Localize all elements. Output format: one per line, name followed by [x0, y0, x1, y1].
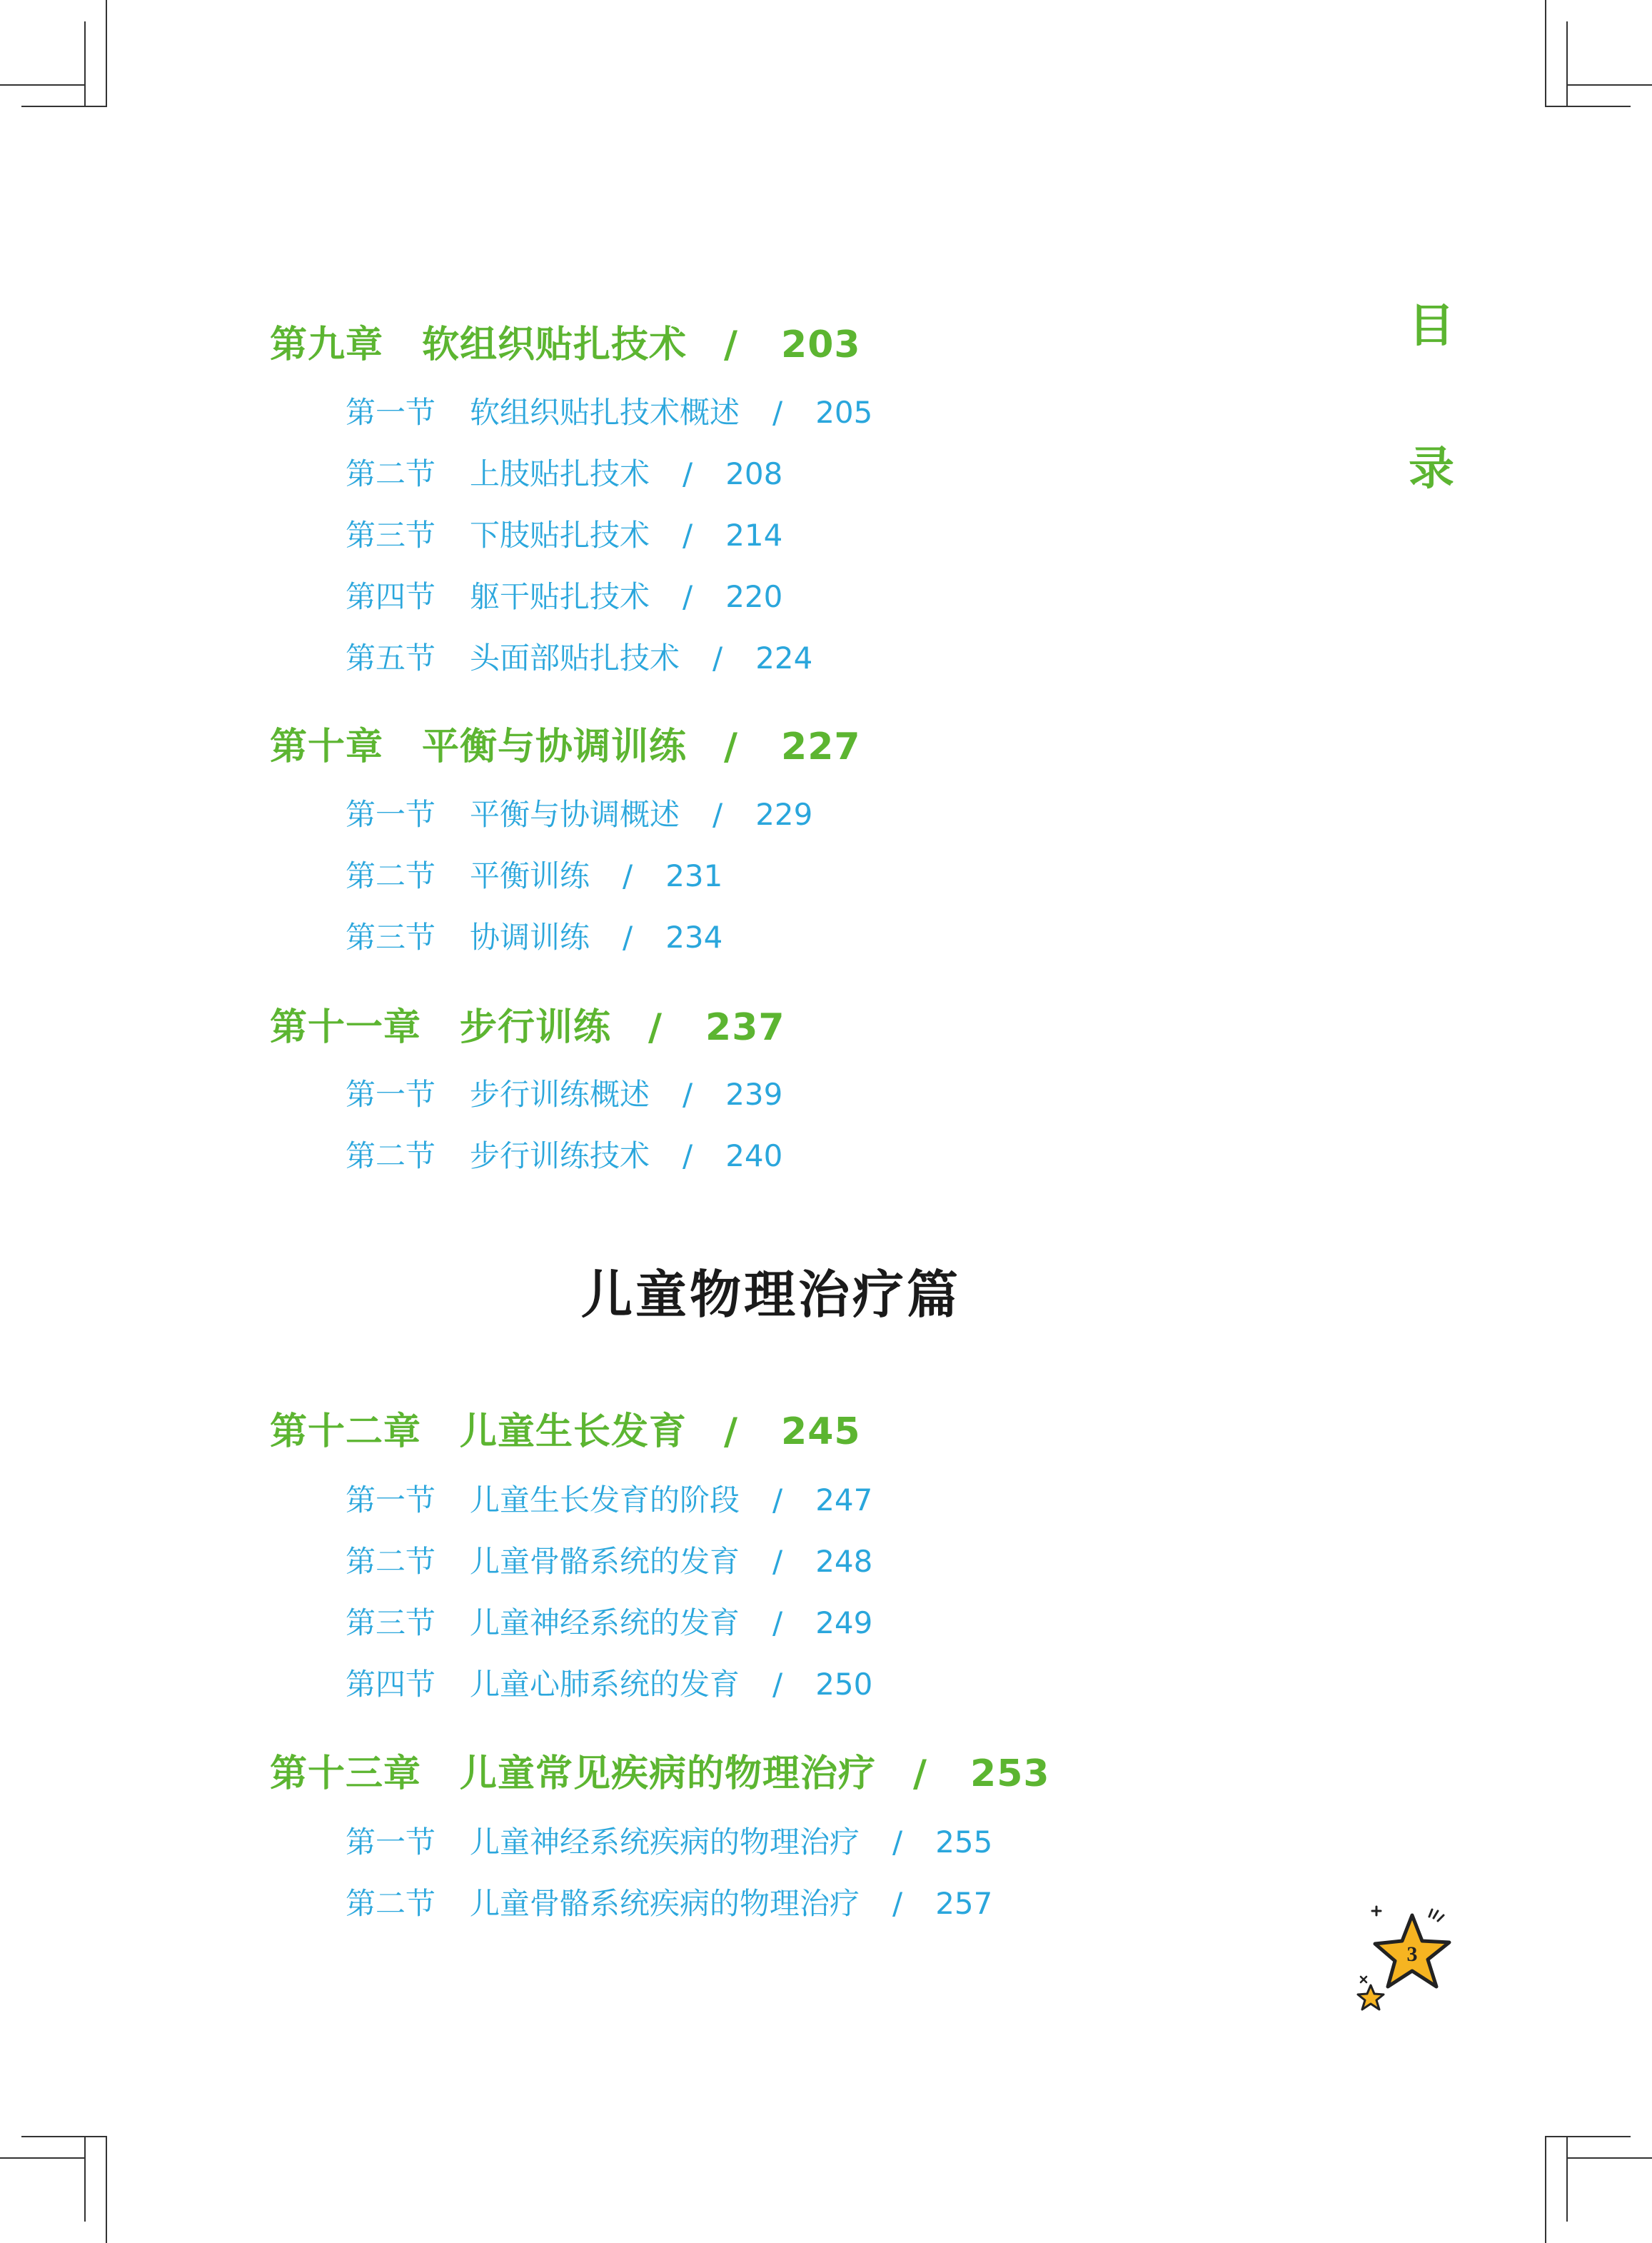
- entry-separator: /: [724, 323, 739, 366]
- entry-title: 儿童常见疾病的物理治疗: [460, 1752, 877, 1795]
- entry-separator: /: [683, 579, 693, 614]
- crop-mark: [1545, 2137, 1546, 2243]
- entry-title: 儿童骨骼系统疾病的物理治疗: [470, 1886, 860, 1921]
- entry-page: 220: [725, 579, 783, 614]
- toc-section-entry[interactable]: [346, 1880, 992, 1923]
- entry-separator: /: [683, 518, 693, 553]
- entry-number: 第三节: [346, 920, 436, 955]
- entry-number: 第九章: [270, 323, 384, 366]
- entry-title: 儿童神经系统的发育: [470, 1605, 740, 1640]
- toc-chapter-entry[interactable]: [270, 1401, 861, 1455]
- entry-title: 软组织贴扎技术: [422, 323, 688, 366]
- entry-page: 255: [935, 1825, 993, 1860]
- toc-chapter-entry[interactable]: [270, 997, 785, 1050]
- entry-page: 245: [781, 1410, 861, 1453]
- entry-number: 第十一章: [270, 1006, 422, 1049]
- entry-separator: /: [648, 1006, 663, 1049]
- entry-separator: /: [683, 456, 693, 491]
- entry-title: 下肢贴扎技术: [470, 518, 650, 553]
- toc-section-entry[interactable]: [346, 1071, 782, 1114]
- entry-title: 上肢贴扎技术: [470, 456, 650, 491]
- toc-heading-char: 录: [1409, 443, 1454, 496]
- entry-title: 平衡与协调训练: [422, 726, 688, 768]
- crop-mark: [1566, 21, 1568, 106]
- crop-mark: [1545, 106, 1631, 107]
- entry-page: 237: [705, 1006, 785, 1049]
- entry-separator: /: [623, 920, 633, 955]
- entry-number: 第一节: [346, 1825, 436, 1860]
- entry-number: 第十章: [270, 726, 384, 768]
- entry-page: 227: [781, 726, 861, 768]
- toc-section-entry[interactable]: [346, 1538, 872, 1581]
- entry-title: 儿童骨骼系统的发育: [470, 1544, 740, 1579]
- entry-title: 儿童生长发育的阶段: [470, 1482, 740, 1517]
- entry-number: 第三节: [346, 518, 436, 553]
- entry-title: 步行训练技术: [470, 1138, 650, 1173]
- crop-mark: [21, 2136, 107, 2137]
- entry-number: 第一节: [346, 797, 436, 832]
- entry-number: 第四节: [346, 1667, 436, 1702]
- entry-separator: /: [724, 726, 739, 768]
- entry-title: 平衡与协调概述: [470, 797, 680, 832]
- entry-page: 249: [815, 1605, 873, 1640]
- entry-number: 第一节: [346, 1077, 436, 1112]
- crop-mark: [1545, 2136, 1631, 2137]
- entry-page: 208: [725, 456, 783, 491]
- toc-section-entry[interactable]: [346, 914, 722, 957]
- entry-number: 第二节: [346, 1886, 436, 1921]
- crop-mark: [84, 21, 86, 106]
- entry-number: 第一节: [346, 395, 436, 430]
- entry-page: 253: [970, 1752, 1050, 1795]
- entry-title: 步行训练概述: [470, 1077, 650, 1112]
- entry-page: 231: [665, 858, 723, 893]
- entry-page: 247: [815, 1482, 873, 1517]
- entry-separator: /: [724, 1410, 739, 1453]
- crop-mark: [84, 2137, 86, 2222]
- entry-separator: /: [772, 1544, 783, 1579]
- part-title: 儿童物理治疗篇: [580, 1264, 961, 1325]
- toc-chapter-entry[interactable]: [270, 716, 861, 770]
- toc-section-entry[interactable]: [346, 451, 782, 493]
- entry-page: 224: [755, 641, 813, 676]
- entry-separator: /: [772, 395, 783, 430]
- toc-section-entry[interactable]: [346, 635, 812, 678]
- toc-section-entry[interactable]: [346, 791, 812, 834]
- page-number-star-icon: [1349, 1900, 1464, 2014]
- entry-title: 头面部贴扎技术: [470, 641, 680, 676]
- toc-section-entry[interactable]: [346, 389, 872, 432]
- entry-page: 257: [935, 1886, 993, 1921]
- entry-page: 239: [725, 1077, 783, 1112]
- entry-page: 240: [725, 1138, 783, 1173]
- entry-number: 第五节: [346, 641, 436, 676]
- entry-page: 229: [755, 797, 813, 832]
- crop-mark: [106, 0, 107, 106]
- toc-section-entry[interactable]: [346, 1819, 992, 1862]
- entry-title: 儿童神经系统疾病的物理治疗: [470, 1825, 860, 1860]
- toc-section-entry[interactable]: [346, 1661, 872, 1704]
- crop-mark: [1566, 2137, 1568, 2222]
- entry-number: 第二节: [346, 1138, 436, 1173]
- entry-separator: /: [892, 1886, 903, 1921]
- toc-section-entry[interactable]: [346, 1133, 782, 1175]
- toc-section-entry[interactable]: [346, 853, 722, 895]
- toc-chapter-entry[interactable]: [270, 1743, 1050, 1797]
- crop-mark: [0, 2157, 86, 2159]
- toc-section-entry[interactable]: [346, 573, 782, 616]
- entry-page: 248: [815, 1544, 873, 1579]
- toc-chapter-entry[interactable]: [270, 314, 861, 368]
- entry-separator: /: [683, 1077, 693, 1112]
- crop-mark: [1566, 84, 1652, 86]
- entry-page: 234: [665, 920, 723, 955]
- entry-separator: /: [913, 1752, 928, 1795]
- entry-number: 第二节: [346, 1544, 436, 1579]
- page-number: 3: [1406, 1942, 1418, 1966]
- entry-separator: /: [772, 1482, 783, 1517]
- entry-separator: /: [892, 1825, 903, 1860]
- entry-title: 协调训练: [470, 920, 590, 955]
- entry-number: 第十三章: [270, 1752, 422, 1795]
- entry-page: 214: [725, 518, 783, 553]
- entry-title: 儿童生长发育: [460, 1410, 688, 1453]
- entry-page: 203: [781, 323, 861, 366]
- entry-title: 步行训练: [460, 1006, 612, 1049]
- toc-heading-char: 目: [1409, 300, 1454, 353]
- entry-number: 第四节: [346, 579, 436, 614]
- crop-mark: [1545, 0, 1546, 106]
- entry-page: 205: [815, 395, 873, 430]
- crop-mark: [106, 2137, 107, 2243]
- entry-number: 第十二章: [270, 1410, 422, 1453]
- entry-number: 第二节: [346, 456, 436, 491]
- entry-page: 250: [815, 1667, 873, 1702]
- crop-mark: [0, 84, 86, 86]
- entry-title: 躯干贴扎技术: [470, 579, 650, 614]
- crop-mark: [21, 106, 107, 107]
- entry-title: 软组织贴扎技术概述: [470, 395, 740, 430]
- entry-number: 第三节: [346, 1605, 436, 1640]
- entry-number: 第一节: [346, 1482, 436, 1517]
- entry-separator: /: [683, 1138, 693, 1173]
- toc-section-entry[interactable]: [346, 1477, 872, 1520]
- toc-section-entry[interactable]: [346, 1600, 872, 1642]
- entry-separator: /: [772, 1667, 783, 1702]
- entry-separator: /: [623, 858, 633, 893]
- entry-title: 平衡训练: [470, 858, 590, 893]
- entry-number: 第二节: [346, 858, 436, 893]
- entry-separator: /: [712, 797, 723, 832]
- entry-title: 儿童心肺系统的发育: [470, 1667, 740, 1702]
- entry-separator: /: [772, 1605, 783, 1640]
- entry-separator: /: [712, 641, 723, 676]
- crop-mark: [1566, 2157, 1652, 2159]
- toc-section-entry[interactable]: [346, 512, 782, 555]
